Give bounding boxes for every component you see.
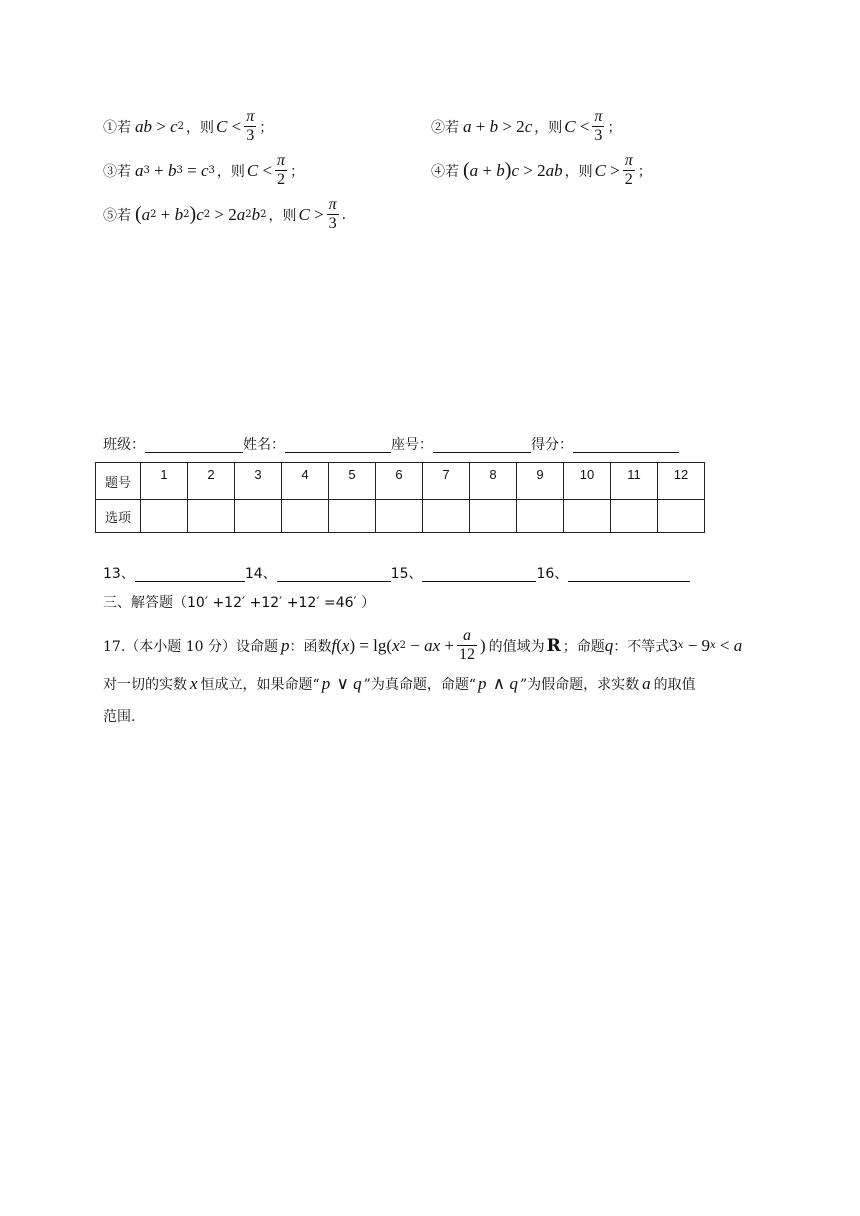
name-blank[interactable] bbox=[285, 436, 391, 453]
item-4: ④若 ( a + b ) c > 2 ab ，则 C > $\frac{\pi}{2}$ ； bbox=[431, 152, 652, 188]
q13-blank[interactable] bbox=[135, 565, 245, 582]
table-cell-number: 5 bbox=[329, 463, 376, 500]
q17-line2-e: 的取值 bbox=[653, 677, 696, 693]
class-label: 班级： bbox=[103, 437, 145, 453]
item-1: ①若 ab > c 2 ，则 C < $\frac{\pi}{3}$ ； bbox=[103, 108, 274, 144]
answer-cell[interactable] bbox=[423, 500, 470, 533]
item-2: ②若 a + b > 2 c ，则 C < $\frac{\pi}{3}$ ； bbox=[431, 108, 622, 144]
item-4-marker: ④若 bbox=[431, 163, 459, 180]
q13-label: 13、 bbox=[103, 566, 135, 582]
item-5: ⑤若 ( a 2 + b 2 ) c 2 > 2 a 2 b 2 ，则 C > $\frac{\pi}{3}$ . bbox=[103, 196, 347, 232]
item-5-sep: ，则 bbox=[268, 207, 297, 224]
score-blank[interactable] bbox=[573, 436, 679, 453]
row-label-option: 选项 bbox=[96, 500, 141, 533]
score-label: 得分： bbox=[531, 437, 573, 453]
table-cell-number: 9 bbox=[517, 463, 564, 500]
fill-blank-line bbox=[103, 563, 690, 583]
table-cell-number: 11 bbox=[611, 463, 658, 500]
item-3-marker: ③若 bbox=[103, 163, 131, 180]
section-3-title: 三、解答题（10′ +12′ +12′ +12′ =46′ ） bbox=[103, 595, 376, 611]
answer-cell[interactable] bbox=[282, 500, 329, 533]
q14-blank[interactable] bbox=[277, 565, 391, 582]
item-4-sep: ，则 bbox=[564, 163, 593, 180]
table-cell-number: 1 bbox=[141, 463, 188, 500]
table-cell-number: 8 bbox=[470, 463, 517, 500]
answer-cell[interactable] bbox=[141, 500, 188, 533]
table-row-options bbox=[96, 500, 705, 533]
q17-line2-a: 对一切的实数 bbox=[103, 677, 187, 693]
q17-line-1: 17.（本小题 10 分）设命题 p ：函数 f ( x ) = lg( x 2 − ax + $\frac{a}{12}$ ) 的值域为 R ；命题 q ：不等式 3 x − 9 x < a bbox=[103, 627, 743, 663]
table-cell-number: 2 bbox=[188, 463, 235, 500]
q16-blank[interactable] bbox=[568, 565, 690, 582]
item-1-end: ； bbox=[259, 119, 274, 136]
student-info-line bbox=[103, 434, 679, 454]
answer-cell[interactable] bbox=[658, 500, 705, 533]
answer-cell[interactable] bbox=[329, 500, 376, 533]
class-blank[interactable] bbox=[145, 436, 243, 453]
q17-line2-d: ”为假命题，求实数 bbox=[519, 677, 640, 693]
q17-line-3: 范围. bbox=[103, 709, 136, 725]
q15-blank[interactable] bbox=[422, 565, 536, 582]
seat-blank[interactable] bbox=[433, 436, 531, 453]
table-cell-number: 4 bbox=[282, 463, 329, 500]
seat-label: 座号： bbox=[391, 437, 433, 453]
item-3: ③若 a 3 + b 3 = c 3 ，则 C < $\frac{\pi}{2}$ ； bbox=[103, 152, 305, 188]
q17-range-text: 的值域为 bbox=[488, 638, 545, 655]
q17-ineq-label: ：不等式 bbox=[613, 638, 670, 655]
answer-cell[interactable] bbox=[470, 500, 517, 533]
answer-cell[interactable] bbox=[188, 500, 235, 533]
table-cell-number: 7 bbox=[423, 463, 470, 500]
item-4-end: ； bbox=[637, 163, 652, 180]
table-row-numbers bbox=[96, 463, 705, 500]
answer-cell[interactable] bbox=[235, 500, 282, 533]
q16-label: 16、 bbox=[536, 566, 569, 582]
item-2-end: ； bbox=[607, 119, 622, 136]
q17-line-2: 对一切的实数 x 恒成立，如果命题“ p ∨ q ”为真命题，命题“ p ∧ q ”为假命题，求实数 a 的取值 bbox=[103, 674, 696, 693]
q17-prop-q-label: ；命题 bbox=[562, 638, 605, 655]
q17-line2-b: 恒成立，如果命题“ bbox=[200, 677, 320, 693]
answer-cell[interactable] bbox=[376, 500, 423, 533]
answer-cell[interactable] bbox=[611, 500, 658, 533]
item-5-end: . bbox=[341, 206, 347, 223]
item-5-marker: ⑤若 bbox=[103, 207, 131, 224]
q15-label: 15、 bbox=[390, 566, 423, 582]
answer-table bbox=[95, 462, 705, 533]
row-label-number: 题号 bbox=[96, 463, 141, 500]
q14-label: 14、 bbox=[244, 566, 277, 582]
q17-func-label: ：函数 bbox=[289, 638, 332, 655]
q17-line2-c: ”为真命题，命题“ bbox=[363, 677, 476, 693]
answer-cell[interactable] bbox=[564, 500, 611, 533]
table-cell-number: 12 bbox=[658, 463, 705, 500]
item-2-marker: ②若 bbox=[431, 119, 459, 136]
table-cell-number: 10 bbox=[564, 463, 611, 500]
item-3-sep: ，则 bbox=[216, 163, 245, 180]
answer-cell[interactable] bbox=[517, 500, 564, 533]
q17-prefix: 17.（本小题 10 分）设命题 bbox=[103, 638, 278, 655]
table-cell-number: 3 bbox=[235, 463, 282, 500]
item-3-end: ； bbox=[290, 163, 305, 180]
item-1-sep: ，则 bbox=[186, 119, 215, 136]
table-cell-number: 6 bbox=[376, 463, 423, 500]
item-1-marker: ①若 bbox=[103, 119, 131, 136]
item-2-sep: ，则 bbox=[534, 119, 563, 136]
name-label: 姓名： bbox=[243, 437, 285, 453]
